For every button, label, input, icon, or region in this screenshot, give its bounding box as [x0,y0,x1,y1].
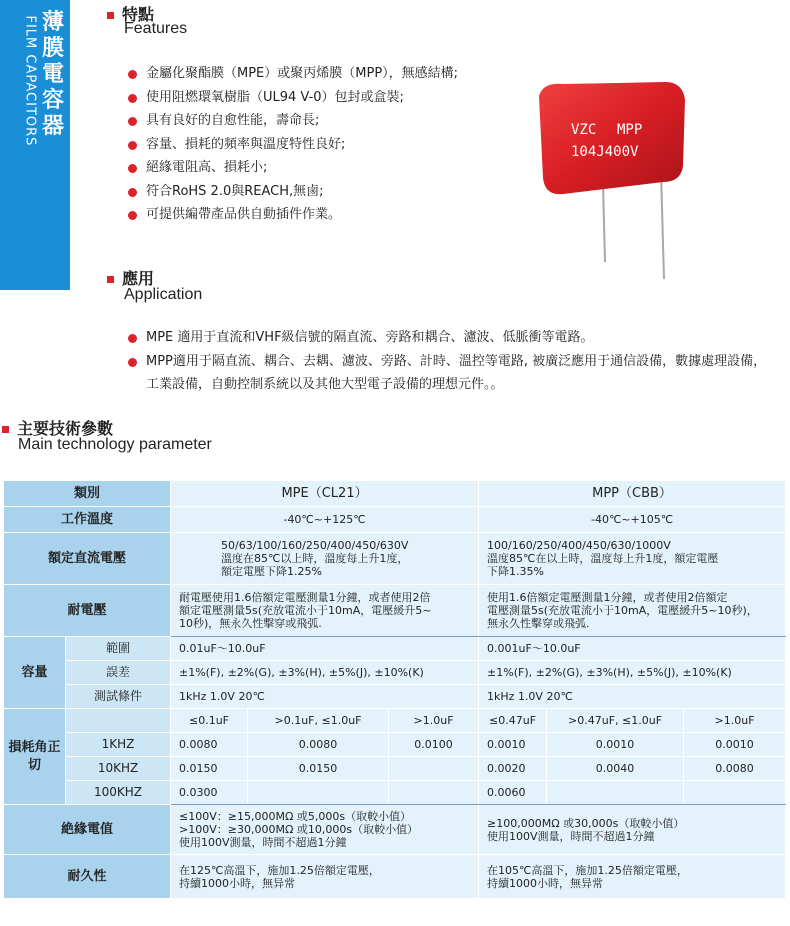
loss-mpp-head: >1.0uF [684,709,786,733]
condition-mpe: 1kHz 1.0V 20℃ [171,685,479,709]
temp-mpp: -40℃~+105℃ [479,507,786,533]
insulation-mpp: ≥100,000MΩ 或30,000s（取較小值） 使用100V測量，時間不超過1分鐘 [479,805,786,855]
loss-mpp-head: ≤0.47uF [479,709,547,733]
square-bullet-icon [2,426,9,433]
application-item: MPP適用于隔直流、耦合、去耦、濾波、旁路、計時、溫控等電路, 被廣泛應用于通信設備，數據處理設備， [128,350,766,374]
loss-mpe-head: >1.0uF [389,709,479,733]
condition-label: 測試條件 [66,685,171,709]
feature-item: 可提供編帶產品供自動插件作業。 [128,203,458,227]
capacity-label: 容量 [4,637,66,709]
features-subtitle: Features [124,20,188,37]
loss-value: 0.0010 [684,733,786,757]
feature-item: 具有良好的自愈性能，壽命長; [128,109,458,133]
loss-value: 0.0060 [479,781,547,805]
capacitor-image [533,74,688,284]
insulation-label: 絶緣電值 [4,805,171,855]
sidebar-title-cn: 薄膜電容器 [41,10,64,139]
params-subtitle: Main technology parameter [18,436,212,453]
loss-value: 0.0150 [171,757,248,781]
sidebar-banner [0,0,70,290]
capacitor-lead [603,184,605,262]
withstand-mpp: 使用1.6倍額定電壓測量1分鐘，或者使用2倍額定 電壓測量5s(充放電流小于10mA，電壓緩升5~10秒)， 無永久性擊穿或飛弧. [479,585,786,637]
loss-value [684,781,786,805]
loss-value: 0.0100 [389,733,479,757]
loss-blank [66,709,171,733]
condition-mpp: 1kHz 1.0V 20℃ [479,685,786,709]
endurance-mpe: 在125℃高溫下，施加1.25倍額定電壓， 持續1000小時，無异常 [171,855,479,899]
loss-value: 0.0040 [547,757,684,781]
loss-value: 0.0080 [684,757,786,781]
voltage-label: 額定直流電壓 [4,533,171,585]
loss-mpe-head: ≤0.1uF [171,709,248,733]
withstand-mpe: 耐電壓使用1.6倍額定電壓測量1分鐘，或者使用2倍 額定電壓測量5s(充放電流小于10mA，電壓緩升5~ 10秒)，無永久性擊穿或飛弧. [171,585,479,637]
application-item-continued: 工業設備，自動控制系統以及其他大型電子設備的理想元件。。 [146,377,504,392]
square-bullet-icon [107,12,114,19]
loss-value: 0.0300 [171,781,248,805]
feature-item: 使用阻燃環氧樹脂（UL94 V-0）包封或盒裝; [128,86,458,110]
feature-item: 金屬化聚酯膜（MPE）或聚丙烯膜（MPP），無感結構; [128,62,458,86]
loss-value: 0.0010 [479,733,547,757]
range-mpe: 0.01uF～10.0uF [171,637,479,661]
capacitor-series: MPP [617,122,643,138]
loss-value [547,781,684,805]
params-heading: 主要技術參數 [2,416,113,439]
sidebar-title-en: FILM CAPACITORS [22,15,38,147]
insulation-mpe: ≤100V：≥15,000MΩ 或5,000s（取較小值） >100V：≥30,000MΩ 或10,000s（取較小值） 使用100V測量，時間不超過1分鐘 [171,805,479,855]
range-label: 範圍 [66,637,171,661]
temp-mpe: -40℃~+125℃ [171,507,479,533]
endurance-label: 耐久性 [4,855,171,899]
voltage-mpe: 50/63/100/160/250/400/450/630V 溫度在85℃以上時，溫度每上升1度， 額定電壓下降1.25% [171,533,479,585]
feature-item: 容量、損耗的頻率與溫度特性良好; [128,133,458,157]
loss-mpe-head: >0.1uF, ≤1.0uF [248,709,389,733]
endurance-mpp: 在105℃高溫下，施加1.25倍額定電壓， 持續1000小時，無异常 [479,855,786,899]
voltage-mpp: 100/160/250/400/450/630/1000V 溫度85℃在以上時，溫度每上升1度，額定電壓 下降1.35% [479,533,786,585]
range-mpp: 0.001uF～10.0uF [479,637,786,661]
loss-value [389,781,479,805]
tolerance-mpe: ±1%(F), ±2%(G), ±3%(H), ±5%(J), ±10%(K) [171,661,479,685]
freq-label: 1KHZ [66,733,171,757]
loss-value: 0.0020 [479,757,547,781]
capacitor-code: 104J400V [571,144,639,160]
withstand-label: 耐電壓 [4,585,171,637]
loss-mpp-head: >0.47uF, ≤1.0uF [547,709,684,733]
loss-value [389,757,479,781]
features-heading: 特點 [107,2,154,25]
loss-value: 0.0080 [248,733,389,757]
feature-item: 符合RoHS 2.0與REACH,無鹵; [128,180,458,204]
capacitor-body [539,82,685,194]
loss-label: 損耗角正切 [4,709,66,805]
application-list [128,326,766,397]
feature-item: 絕緣電阻高、損耗小; [128,156,458,180]
tolerance-label: 誤差 [66,661,171,685]
capacitor-lead [661,172,664,279]
header-mpe: MPE（CL21） [171,481,479,507]
loss-value: 0.0150 [248,757,389,781]
loss-value [248,781,389,805]
application-subtitle: Application [124,286,203,303]
freq-label: 10KHZ [66,757,171,781]
header-mpp: MPP（CBB） [479,481,786,507]
capacitor-brand: VZC [571,122,597,138]
application-item: MPE 適用于直流和VHF級信號的隔直流、旁路和耦合、濾波、低脈衝等電路。 [128,326,766,350]
freq-label: 100KHZ [66,781,171,805]
parameter-table [3,480,786,899]
temp-label: 工作溫度 [4,507,171,533]
tolerance-mpp: ±1%(F), ±2%(G), ±3%(H), ±5%(J), ±10%(K) [479,661,786,685]
square-bullet-icon [107,276,114,283]
loss-value: 0.0010 [547,733,684,757]
header-category: 類別 [4,481,171,507]
loss-value: 0.0080 [171,733,248,757]
features-list [128,62,458,227]
application-heading: 應用 [107,266,154,289]
